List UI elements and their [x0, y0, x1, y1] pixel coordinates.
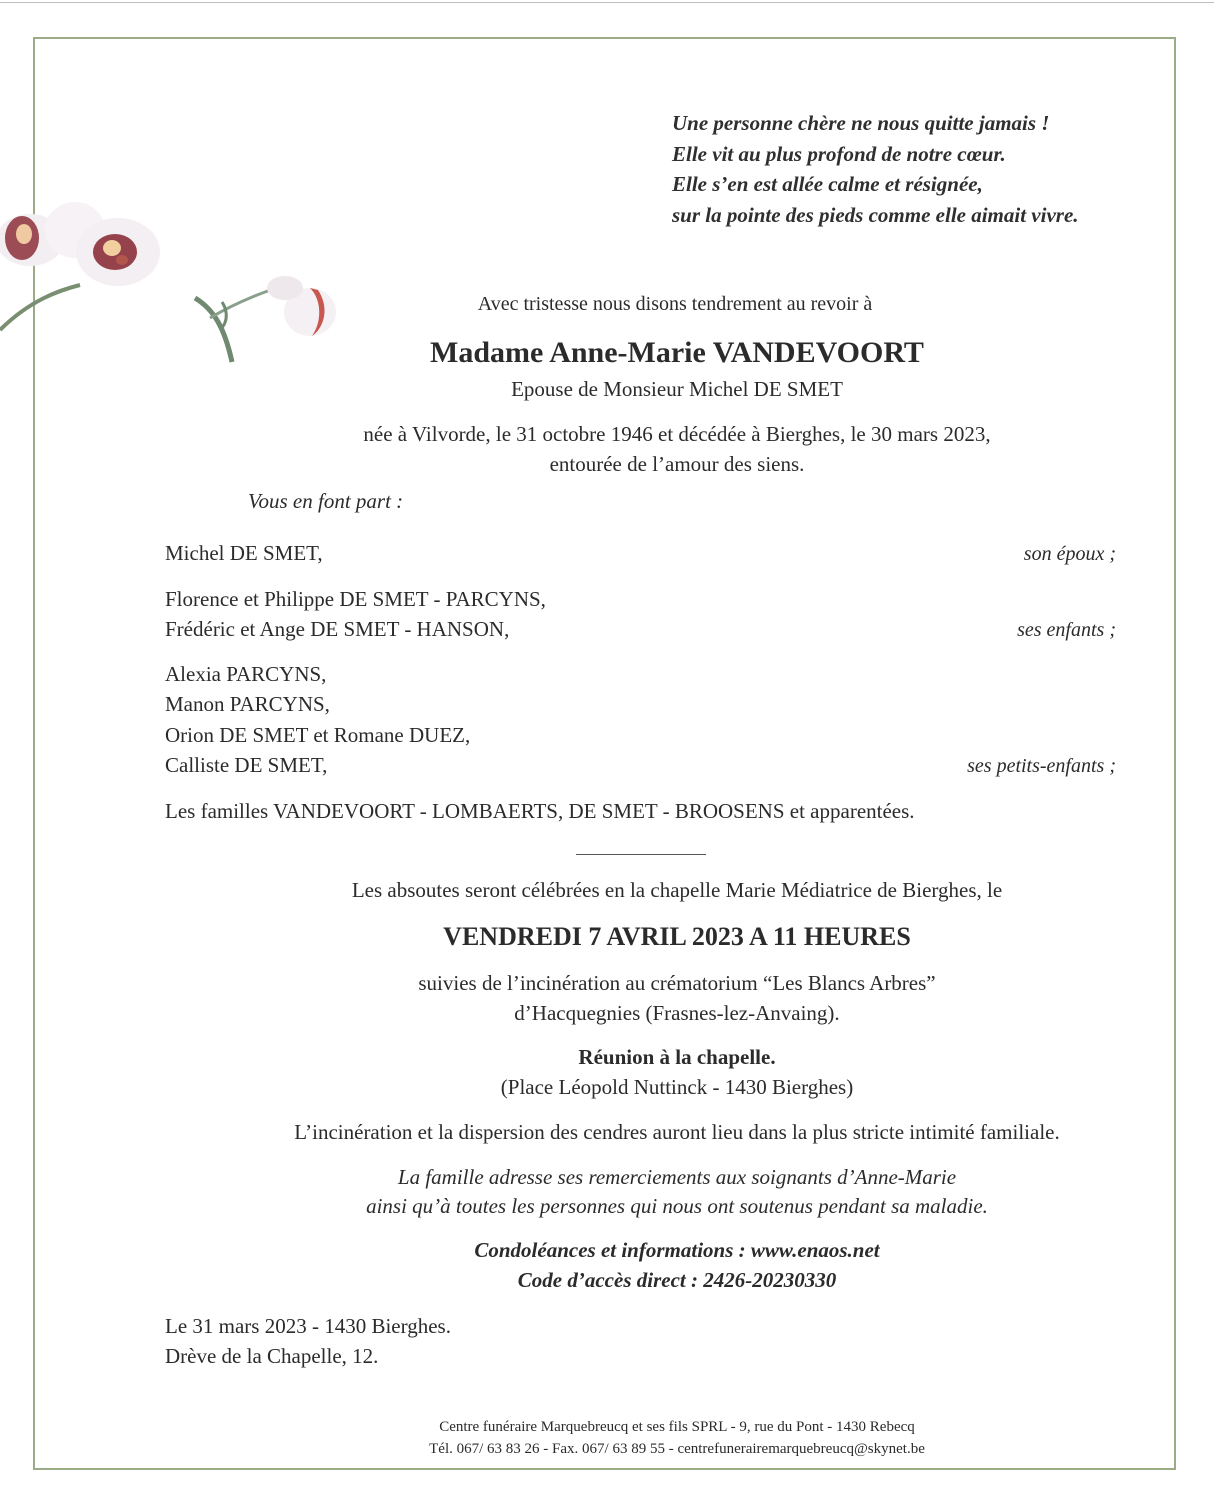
- home-address: Drève de la Chapelle, 12.: [165, 1344, 379, 1368]
- intimacy-line: L’incinération et la dispersion des cendres auront lieu dans la plus stricte intimité familiale.: [294, 1120, 1060, 1144]
- quote-line: Elle s’en est allée calme et résignée,: [672, 172, 983, 196]
- family-name: Calliste DE SMET,: [165, 753, 328, 777]
- spouse-line: Epouse de Monsieur Michel DE SMET: [511, 377, 843, 401]
- quote-line: Une personne chère ne nous quitte jamais !: [672, 111, 1050, 135]
- relation-label: ses petits-enfants ;: [967, 755, 1116, 777]
- orchid-blossom-center: [76, 218, 160, 286]
- place-date-line: Le 31 mars 2023 - 1430 Bierghes.: [165, 1314, 451, 1338]
- quote-line: sur la pointe des pieds comme elle aimait vivre.: [672, 202, 1079, 227]
- funeral-home-contact: Tél. 067/ 63 83 26 - Fax. 067/ 63 89 55 - centrefunerairemarquebreucq@skynet.be: [429, 1441, 925, 1457]
- cremation-line: suivies de l’incinération au crématorium “Les Blancs Arbres”: [418, 971, 936, 995]
- absoutes-line: Les absoutes seront célébrées en la chapelle Marie Médiatrice de Bierghes, le: [351, 878, 1003, 902]
- relation-label: son époux ;: [1023, 543, 1116, 565]
- family-name: Michel DE SMET,: [165, 541, 323, 565]
- relation-label: ses enfants ;: [1017, 619, 1116, 641]
- family-name: Manon PARCYNS,: [165, 692, 330, 716]
- surrounded-line: entourée de l’amour des siens.: [549, 452, 805, 476]
- ceremony-date: VENDREDI 7 AVRIL 2023 A 11 HEURES: [443, 922, 911, 951]
- birth-death-line: née à Vilvorde, le 31 octobre 1946 et décédée à Bierghes, le 30 mars 2023,: [363, 422, 991, 446]
- meeting-line: Réunion à la chapelle.: [578, 1045, 776, 1069]
- epigraph-quote: [672, 108, 1172, 230]
- chapel-address: (Place Léopold Nuttinck - 1430 Bierghes): [500, 1075, 854, 1099]
- thanks-line: La famille adresse ses remerciements aux soignants d’Anne-Marie: [397, 1165, 957, 1189]
- announcers-label: Vous en font part :: [248, 489, 404, 513]
- families-line: Les familles VANDEVOORT - LOMBAERTS, DE SMET - BROOSENS et apparentées.: [165, 799, 915, 823]
- top-rule: [0, 2, 1214, 3]
- family-name: Orion DE SMET et Romane DUEZ,: [165, 723, 471, 747]
- intro-text: Avec tristesse nous disons tendrement au revoir à: [477, 293, 873, 315]
- family-name: Alexia PARCYNS,: [165, 662, 327, 686]
- funeral-home-line: Centre funéraire Marquebreucq et ses fils SPRL - 9, rue du Pont - 1430 Rebecq: [439, 1419, 915, 1435]
- family-name: Florence et Philippe DE SMET - PARCYNS,: [165, 587, 546, 611]
- crematorium-location: d’Hacquegnies (Frasnes-lez-Anvaing).: [514, 1001, 840, 1025]
- quote-line: Elle vit au plus profond de notre cœur.: [672, 141, 1006, 166]
- separator-rule: [576, 854, 706, 855]
- family-name: Frédéric et Ange DE SMET - HANSON,: [165, 617, 510, 641]
- thanks-line: ainsi qu’à toutes les personnes qui nous ont soutenus pendant sa maladie.: [366, 1194, 988, 1218]
- condolences-website: Condoléances et informations : www.enaos.net: [474, 1238, 880, 1262]
- deceased-name: Madame Anne-Marie VANDEVOORT: [430, 336, 924, 369]
- access-code: Code d’accès direct : 2426-20230330: [517, 1268, 837, 1292]
